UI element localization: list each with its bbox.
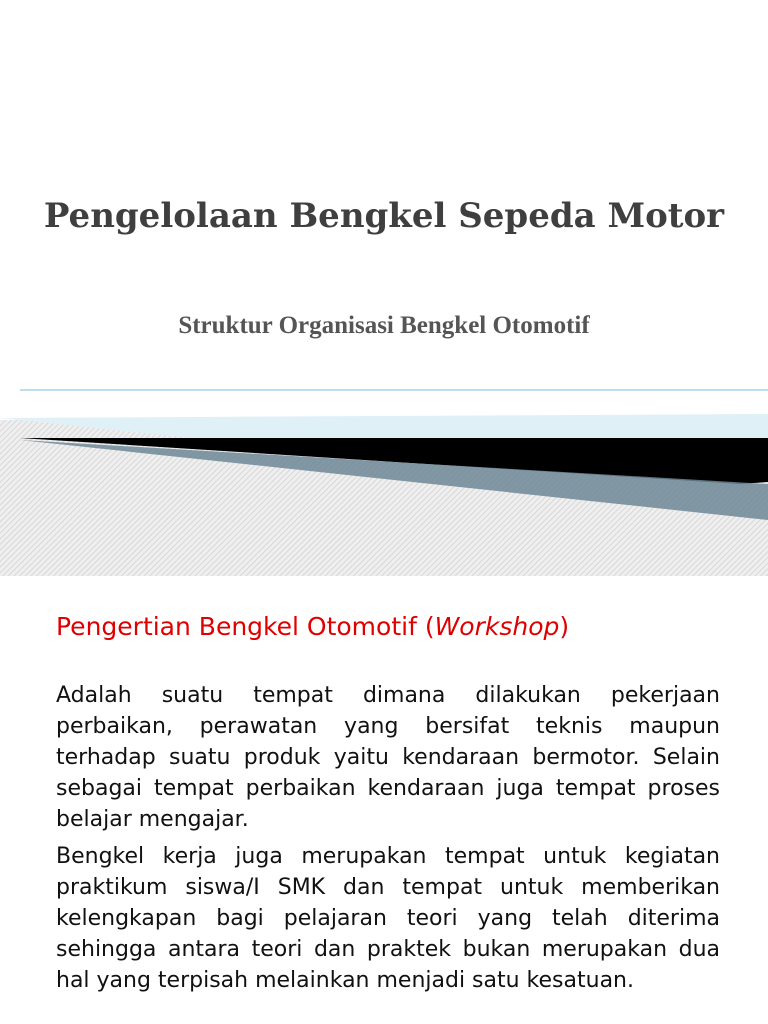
decorative-band xyxy=(0,380,768,576)
section-heading xyxy=(56,612,569,641)
paragraph-2: Bengkel kerja juga merupakan tempat untuk kegiatan praktikum siswa/I SMK dan tempat untuk memberikan kelengkapan bagi pelajaran teori yang telah diterima sehingga antara teori dan praktek bukan merupakan dua hal yang terpisah melainkan menjadi satu kesatuan. xyxy=(56,844,720,993)
heading-italic: Workshop xyxy=(434,612,560,641)
heading-suffix: ) xyxy=(559,612,570,641)
paragraph-1: Adalah suatu tempat dimana dilakukan pekerjaan perbaikan, perawatan yang bersifat teknis maupun terhadap suatu produk yaitu kendaraan bermotor. Selain sebagai tempat perbaikan kendaraan juga tempat proses belajar mengajar. xyxy=(56,683,720,832)
slide-title: Pengelolaan Bengkel Sepeda Motor xyxy=(43,196,725,236)
body-text xyxy=(56,680,720,1002)
content-slide xyxy=(0,576,768,1024)
slide-subtitle: Struktur Organisasi Bengkel Otomotif xyxy=(178,312,590,339)
heading-prefix: Pengertian Bengkel Otomotif ( xyxy=(56,612,435,641)
